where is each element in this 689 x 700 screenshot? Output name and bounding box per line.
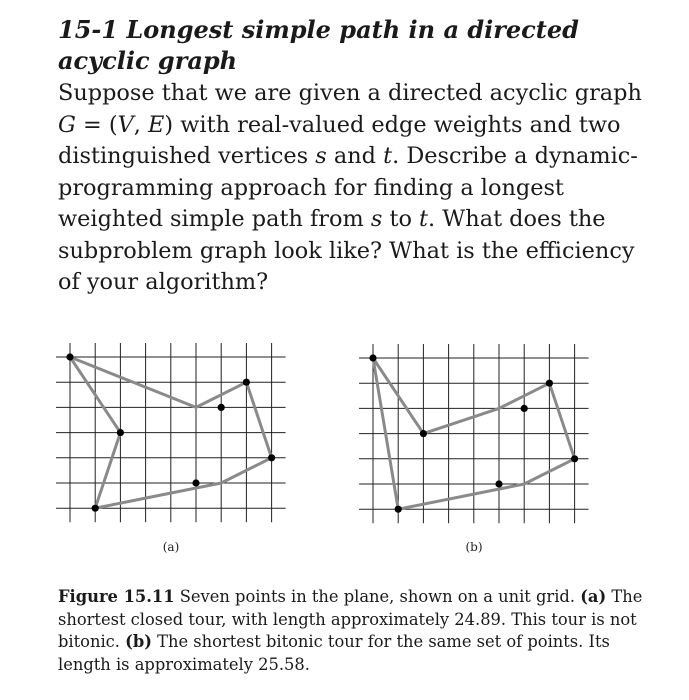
caption-label: Figure 15.11: [58, 587, 175, 606]
caption-text: The shortest closed tour, with length approximately 24.89. This tour is not bitonic.: [58, 587, 643, 651]
var-s: s: [370, 206, 383, 232]
var-s: s: [315, 143, 327, 169]
tour-point: [117, 429, 124, 436]
statement-text: . What does the subproblem graph look like? What is the efficiency of your algorithm?: [58, 206, 635, 295]
var-t: t: [383, 143, 393, 169]
problem-statement: [58, 78, 648, 299]
tour-point: [192, 479, 199, 486]
panel-a-label: (a): [162, 540, 180, 554]
tour-point: [420, 430, 427, 437]
caption-a-label: (a): [580, 587, 607, 606]
statement-text: ) with real-valued edge weights and two distinguished vertices: [58, 111, 621, 169]
tour-point: [369, 354, 376, 361]
panel-b: [359, 344, 589, 523]
figure-15-11: [0, 330, 689, 560]
var-v: V: [117, 111, 134, 138]
caption-b-label: (b): [125, 632, 152, 651]
tour-point: [571, 455, 578, 462]
statement-text: ,: [133, 111, 149, 138]
tour-point: [546, 380, 553, 387]
tour-point: [243, 379, 250, 386]
var-e: E: [148, 111, 165, 138]
tour-point: [92, 505, 99, 512]
tour-point: [395, 506, 402, 513]
problem-title: 15-1 Longest simple path in a directed acyclic graph: [58, 15, 579, 75]
statement-text: = (: [75, 111, 118, 138]
panel-a: [56, 343, 286, 522]
var-g: G: [58, 111, 76, 138]
caption-text: Seven points in the plane, shown on a unit grid.: [174, 587, 581, 606]
panel-b-label: (b): [465, 540, 483, 554]
tour-point: [268, 454, 275, 461]
statement-text: Suppose that we are given a directed acyclic graph: [58, 80, 642, 106]
tour-point: [521, 405, 528, 412]
tour-figure: [0, 330, 689, 560]
caption-text: The shortest bitonic tour for the same set of points. Its length is approximately 25.58.: [58, 632, 610, 674]
statement-text: . Describe a dynamic-programming approach for finding a longest weighted simple path from: [58, 143, 638, 232]
statement-text: to: [382, 206, 420, 232]
tour-point: [495, 480, 502, 487]
figure-caption: [58, 586, 658, 676]
tour-point: [218, 404, 225, 411]
statement-text: and: [326, 143, 384, 169]
var-t: t: [419, 206, 429, 232]
tour-point: [66, 353, 73, 360]
